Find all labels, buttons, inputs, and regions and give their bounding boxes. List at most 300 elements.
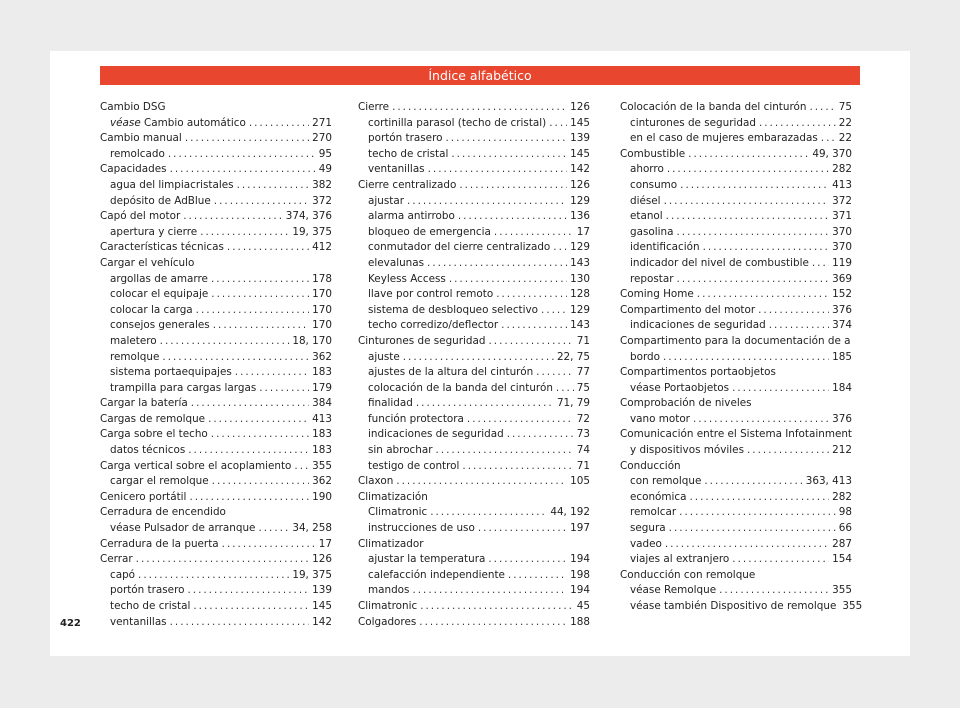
index-subentry (100, 474, 332, 490)
entry-term: maletero (110, 334, 157, 347)
index-subentry (620, 131, 852, 147)
leader-dots (212, 474, 309, 490)
entry-page-ref: 139 (570, 132, 590, 145)
index-subentry (100, 599, 332, 615)
index-entry (100, 427, 332, 443)
entry-term: Carga vertical sobre el acoplamiento (100, 459, 292, 472)
entry-page-ref: 194 (570, 584, 590, 597)
index-entry (358, 490, 590, 506)
leader-dots (507, 427, 574, 443)
leader-dots (445, 131, 567, 147)
entry-term: ajustar la temperatura (368, 553, 486, 566)
index-subentry (620, 552, 852, 568)
index-entry (100, 490, 332, 506)
index-subentry (620, 583, 852, 599)
entry-term: Conducción (620, 459, 681, 472)
leader-dots (669, 521, 836, 537)
leader-dots (416, 396, 554, 412)
entry-term: Colgadores (358, 615, 417, 628)
page-number: 422 (60, 618, 81, 629)
leader-dots (420, 599, 574, 615)
leader-dots (508, 568, 567, 584)
entry-page-ref: 363, 413 (805, 475, 852, 488)
entry-page-ref: 105 (570, 475, 590, 488)
leader-dots (208, 412, 309, 428)
entry-page-ref: 19, 375 (292, 225, 332, 238)
index-page (50, 51, 910, 656)
index-entry (100, 100, 332, 116)
entry-term: Coming Home (620, 288, 694, 301)
entry-term: indicaciones de seguridad (630, 319, 766, 332)
entry-term: indicador del nivel de combustible (630, 256, 809, 269)
entry-page-ref: 95 (318, 147, 332, 160)
entry-term: datos técnicos (110, 444, 186, 457)
entry-page-ref: 45 (576, 600, 590, 612)
entry-page-ref: 170 (312, 303, 332, 316)
index-subentry (620, 225, 852, 241)
entry-page-ref: 71, 79 (556, 397, 590, 410)
entry-term: Climatronic (358, 600, 418, 612)
leader-dots (676, 225, 829, 241)
entry-term: Cerrar (100, 553, 133, 566)
index-entry (358, 615, 590, 631)
entry-term: función protectora (368, 412, 464, 425)
entry-page-ref: 74 (576, 444, 590, 457)
index-subentry (100, 521, 332, 537)
entry-page-ref: 128 (570, 288, 590, 301)
entry-term: viajes al extranjero (630, 553, 730, 566)
entry-page-ref: 270 (312, 132, 332, 145)
index-column-1 (100, 100, 332, 630)
entry-term: cortinilla parasol (techo de cristal) (368, 116, 547, 129)
leader-dots (211, 427, 309, 443)
entry-term: Compartimentos portaobjetos (620, 366, 776, 379)
index-subentry (358, 225, 590, 241)
index-subentry (358, 365, 590, 381)
leader-dots (666, 209, 829, 225)
index-subentry (358, 568, 590, 584)
entry-term: ventanillas (110, 615, 167, 628)
entry-page-ref: 145 (570, 147, 590, 160)
leader-dots (664, 194, 830, 210)
entry-term: remolque (110, 350, 160, 363)
index-entry (358, 334, 590, 350)
leader-dots (436, 443, 574, 459)
index-subentry (100, 225, 332, 241)
entry-term: Conducción con remolque (620, 568, 756, 581)
entry-page-ref: 372 (312, 194, 332, 207)
leader-dots (690, 490, 830, 506)
index-subentry (358, 147, 590, 163)
leader-dots (821, 131, 836, 147)
index-subentry (620, 474, 852, 490)
leader-dots (677, 272, 830, 288)
leader-dots (294, 459, 309, 475)
leader-dots (258, 521, 289, 537)
leader-dots (170, 162, 316, 178)
entry-term: Carga sobre el techo (100, 428, 208, 441)
entry-term: con remolque (630, 475, 702, 488)
entry-page-ref: 369 (832, 272, 852, 285)
leader-dots (536, 365, 574, 381)
entry-term: testigo de control (368, 459, 460, 472)
index-entry (100, 396, 332, 412)
index-subentry (620, 318, 852, 334)
leader-dots (138, 568, 289, 584)
index-subentry (358, 583, 590, 599)
entry-page-ref: 18, 170 (292, 334, 332, 347)
entry-page-ref: 77 (576, 366, 590, 379)
index-entry (620, 287, 852, 303)
entry-term: ajustar (368, 194, 404, 207)
entry-page-ref: 198 (570, 568, 590, 581)
entry-term: techo corredizo/deflector (368, 319, 499, 332)
index-subentry (100, 334, 332, 350)
entry-term: techo de cristal (110, 600, 191, 612)
entry-page-ref: 143 (570, 256, 590, 269)
index-entry (100, 162, 332, 178)
leader-dots (459, 178, 567, 194)
entry-page-ref: 271 (312, 116, 332, 129)
entry-page-ref: 129 (570, 241, 590, 254)
index-subentry (620, 412, 852, 428)
index-subentry (620, 350, 852, 366)
entry-term: consumo (630, 178, 678, 191)
leader-dots (428, 162, 568, 178)
leader-dots (188, 443, 309, 459)
entry-term: Claxon (358, 475, 394, 488)
leader-dots (222, 537, 316, 553)
leader-dots (665, 537, 829, 553)
index-subentry (620, 162, 852, 178)
index-entry (620, 303, 852, 319)
entry-prefix: véase (110, 116, 141, 129)
leader-dots (259, 381, 309, 397)
entry-term (110, 116, 246, 132)
leader-dots (403, 350, 554, 366)
index-subentry (100, 272, 332, 288)
index-subentry (358, 350, 590, 366)
leader-dots (162, 350, 309, 366)
leader-dots (396, 474, 567, 490)
index-subentry (358, 443, 590, 459)
index-subentry (620, 209, 852, 225)
entry-term: Cargar el vehículo (100, 256, 195, 269)
entry-term: Cargas de remolque (100, 412, 206, 425)
entry-term: elevalunas (368, 256, 425, 269)
entry-page-ref: 188 (570, 615, 590, 628)
entry-term: Cenicero portátil (100, 490, 187, 503)
index-entry (100, 240, 332, 256)
leader-dots (187, 583, 309, 599)
entry-page-ref: 413 (832, 178, 852, 191)
entry-page-ref: 370 (832, 225, 852, 238)
index-subentry (100, 381, 332, 397)
entry-page-ref: 372 (832, 194, 852, 207)
entry-page-ref: 183 (312, 444, 332, 457)
leader-dots (704, 474, 802, 490)
leader-dots (494, 225, 574, 241)
entry-page-ref: 49, 370 (812, 147, 852, 160)
entry-term: etanol (630, 210, 663, 223)
leader-dots (759, 116, 836, 132)
entry-page-ref: 197 (570, 522, 590, 535)
leader-dots (392, 100, 567, 116)
entry-term: argollas de amarre (110, 272, 208, 285)
index-entry (620, 396, 852, 412)
entry-term: ajuste (368, 350, 400, 363)
entry-page-ref: 183 (312, 428, 332, 441)
entry-page-ref: 73 (576, 428, 590, 441)
index-subentry (620, 505, 852, 521)
leader-dots (667, 162, 829, 178)
entry-term-text: Cambio automático (140, 116, 246, 129)
entry-term: Capó del motor (100, 210, 181, 223)
index-subentry (100, 194, 332, 210)
entry-page-ref: 72 (576, 412, 590, 425)
entry-term: repostar (630, 272, 674, 285)
leader-dots (227, 240, 309, 256)
index-entry (358, 100, 590, 116)
index-entry (100, 459, 332, 475)
entry-term: vadeo (630, 537, 662, 550)
index-subentry (620, 521, 852, 537)
index-subentry (358, 194, 590, 210)
entry-term: Comunicación entre el Sistema Infotainment (620, 428, 852, 441)
entry-term: Cinturones de seguridad (358, 334, 486, 347)
entry-term: ajustes de la altura del cinturón (368, 366, 534, 379)
entry-page-ref: 184 (832, 381, 852, 394)
entry-page-ref: 66 (838, 522, 852, 535)
entry-term: bloqueo de emergencia (368, 225, 491, 238)
entry-page-ref: 179 (312, 381, 332, 394)
leader-dots (697, 287, 829, 303)
entry-term: ventanillas (368, 163, 425, 176)
entry-page-ref: 412 (312, 241, 332, 254)
entry-term: Climatizador (358, 537, 424, 550)
index-entry (620, 147, 852, 163)
leader-dots (679, 505, 836, 521)
entry-term: colocar la carga (110, 303, 193, 316)
entry-page-ref: 75 (576, 381, 590, 394)
entry-page-ref: 22 (838, 132, 852, 145)
entry-page-ref: 371 (832, 210, 852, 223)
entry-page-ref: 194 (570, 553, 590, 566)
leader-dots (478, 521, 567, 537)
entry-term: Capacidades (100, 163, 167, 176)
entry-term: alarma antirrobo (368, 210, 455, 223)
leader-dots (732, 381, 829, 397)
leader-dots (249, 116, 309, 132)
leader-dots (200, 225, 289, 241)
index-subentry (620, 537, 852, 553)
entry-term: vano motor (630, 412, 690, 425)
entry-term: en el caso de mujeres embarazadas (630, 132, 818, 145)
entry-term: finalidad (368, 397, 413, 410)
leader-dots (541, 303, 567, 319)
entry-page-ref: 49 (318, 163, 332, 176)
entry-page-ref: 190 (312, 490, 332, 503)
entry-term: colocar el equipaje (110, 288, 209, 301)
entry-term: gasolina (630, 225, 674, 238)
leader-dots (183, 209, 282, 225)
entry-page-ref: 170 (312, 288, 332, 301)
entry-term: Cerradura de encendido (100, 506, 226, 519)
entry-page-ref: 75 (838, 101, 852, 113)
entry-term: véase Pulsador de arranque (110, 522, 256, 535)
entry-page-ref: 143 (570, 319, 590, 332)
entry-page-ref: 362 (312, 350, 332, 363)
leader-dots (451, 147, 567, 163)
entry-term: y dispositivos móviles (630, 444, 744, 457)
leader-dots (496, 287, 567, 303)
entry-term: agua del limpiacristales (110, 178, 234, 191)
entry-page-ref: 355 (312, 459, 332, 472)
leader-dots (663, 350, 829, 366)
index-entry (358, 178, 590, 194)
index-entry (358, 474, 590, 490)
entry-term: portón trasero (368, 132, 443, 145)
index-subentry (620, 240, 852, 256)
entry-page-ref: 362 (312, 475, 332, 488)
leader-dots (693, 412, 829, 428)
leader-dots (214, 194, 309, 210)
entry-term: Compartimento para la documentación de a (620, 334, 851, 347)
entry-page-ref: 145 (312, 600, 332, 612)
leader-dots (430, 505, 547, 521)
entry-term: identificación (630, 241, 700, 254)
entry-page-ref: 170 (312, 319, 332, 332)
entry-term: bordo (630, 350, 660, 363)
entry-term: instrucciones de uso (368, 522, 475, 535)
leader-dots (553, 240, 567, 256)
entry-term: sistema de desbloqueo selectivo (368, 303, 539, 316)
entry-page-ref: 139 (312, 584, 332, 597)
entry-term: Comprobación de niveles (620, 397, 752, 410)
entry-term: económica (630, 490, 687, 503)
index-entry (358, 599, 590, 615)
entry-page-ref: 98 (838, 506, 852, 519)
entry-term: portón trasero (110, 584, 185, 597)
index-column-3 (620, 100, 863, 615)
leader-dots (462, 459, 573, 475)
entry-term: Cierre (358, 101, 390, 113)
entry-term: calefacción independiente (368, 568, 505, 581)
entry-term: remolcar (630, 506, 677, 519)
leader-dots (688, 147, 809, 163)
entry-page-ref: 17 (318, 537, 332, 550)
leader-dots (211, 287, 309, 303)
leader-dots (758, 303, 829, 319)
index-subentry (358, 303, 590, 319)
leader-dots (488, 552, 567, 568)
leader-dots (235, 365, 309, 381)
leader-dots (168, 147, 316, 163)
leader-dots (812, 256, 829, 272)
index-subentry (358, 412, 590, 428)
entry-page-ref: 183 (312, 366, 332, 379)
entry-page-ref: 142 (312, 615, 332, 628)
leader-dots (213, 318, 309, 334)
entry-page-ref: 71 (576, 334, 590, 347)
entry-page-ref: 136 (570, 210, 590, 223)
entry-term: mandos (368, 584, 410, 597)
entry-page-ref: 22 (838, 116, 852, 129)
entry-page-ref: 384 (312, 397, 332, 410)
entry-page-ref: 282 (832, 163, 852, 176)
entry-term: consejos generales (110, 319, 210, 332)
entry-term: segura (630, 522, 666, 535)
index-subentry (100, 583, 332, 599)
index-subentry (358, 381, 590, 397)
entry-term: depósito de AdBlue (110, 194, 211, 207)
index-entry (620, 568, 852, 584)
entry-term: colocación de la banda del cinturón (368, 381, 553, 394)
index-subentry (358, 427, 590, 443)
leader-dots (703, 240, 830, 256)
entry-term: remolcado (110, 147, 165, 160)
leader-dots (407, 194, 567, 210)
entry-page-ref: 413 (312, 412, 332, 425)
index-subentry (620, 178, 852, 194)
entry-term: llave por control remoto (368, 288, 494, 301)
index-entry (358, 537, 590, 553)
entry-term: Cierre centralizado (358, 178, 457, 191)
entry-term: trampilla para cargas largas (110, 381, 257, 394)
index-subentry (358, 209, 590, 225)
leader-dots (189, 490, 309, 506)
index-subentry (358, 396, 590, 412)
entry-page-ref: 212 (832, 444, 852, 457)
index-subentry (358, 287, 590, 303)
index-subentry (100, 350, 332, 366)
index-entry (620, 334, 852, 350)
index-subentry (100, 178, 332, 194)
entry-term: Climatización (358, 490, 428, 503)
entry-term: Cerradura de la puerta (100, 537, 219, 550)
entry-term: Keyless Access (368, 272, 446, 285)
index-subentry (358, 505, 590, 521)
entry-term: Combustible (620, 147, 686, 160)
entry-term: ahorro (630, 163, 664, 176)
leader-dots (488, 334, 573, 350)
leader-dots (458, 209, 567, 225)
entry-page-ref: 152 (832, 288, 852, 301)
leader-dots (193, 599, 309, 615)
leader-dots (237, 178, 310, 194)
entry-page-ref: 145 (570, 116, 590, 129)
entry-term: Cambio DSG (100, 101, 166, 113)
entry-term: conmutador del cierre centralizado (368, 241, 551, 254)
entry-term: sin abrochar (368, 444, 433, 457)
index-subentry (358, 162, 590, 178)
index-subentry (358, 240, 590, 256)
entry-page-ref: 130 (570, 272, 590, 285)
entry-page-ref: 287 (832, 537, 852, 550)
leader-dots (427, 256, 567, 272)
leader-dots (769, 318, 829, 334)
entry-page-ref: 282 (832, 490, 852, 503)
entry-term: Climatronic (368, 506, 428, 519)
index-subentry (100, 116, 332, 132)
leader-dots (136, 552, 310, 568)
index-subentry (358, 256, 590, 272)
index-column-2 (358, 100, 590, 630)
entry-page-ref: 119 (832, 256, 852, 269)
index-subentry (620, 381, 852, 397)
index-entry (100, 256, 332, 272)
leader-dots (449, 272, 567, 288)
